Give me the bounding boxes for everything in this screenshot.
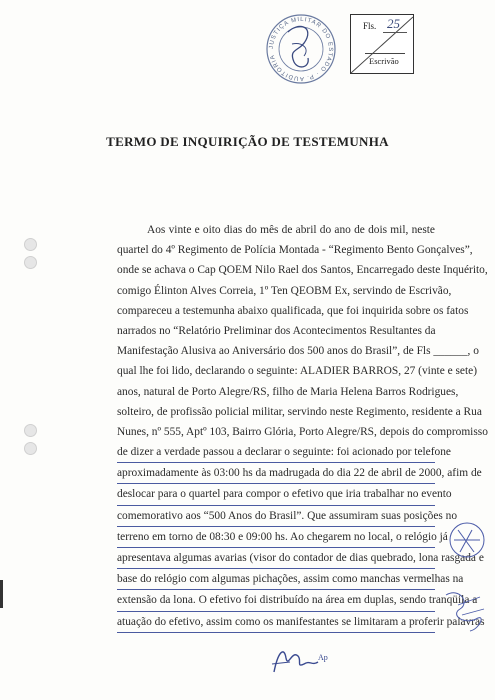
body-line: qual lhe foi lido, declarando o seguinte: ALADIER BARROS, 27 (vinte e sete): [117, 365, 478, 378]
body-line-underlined: terreno em torno de 08:30 e 09:00 hs. Ao chegarem no local, o relógio já: [117, 527, 435, 548]
body-line: solteiro, de profissão policial militar, servindo neste Regimento, residente a Rua: [117, 405, 482, 418]
margin-annotation: [440, 585, 492, 635]
body-line-underlined: base do relógio com algumas pichações, assim como manchas vermelhas na: [117, 569, 435, 590]
body-line-underlined: deslocar para o quartel para compor o efetivo que iria trabalhar no evento: [117, 484, 435, 505]
punch-hole: [24, 238, 37, 251]
body-line-underlined: extensão da lona. O efetivo foi distribuído na área em duplas, sendo tranqüila a: [117, 590, 435, 611]
testimony-body: [117, 220, 488, 633]
signature-line: [365, 53, 405, 54]
body-line-underlined: de dizer a verdade passou a declarar o seguinte: foi acionado por telefone: [117, 442, 435, 463]
body-line: narrados no “Relatório Preliminar dos Acontecimentos Resultantes da: [117, 324, 436, 337]
body-line-underlined: comemorativo aos “500 Anos do Brasil”. Que assumiram suas posições no: [117, 506, 435, 527]
body-line: Nunes, nº 555, Aptº 103, Bairro Glória, Porto Alegre/RS, depois do compromisso: [117, 425, 488, 438]
edge-mark: [0, 580, 3, 608]
svg-text:JUSTIÇA MILITAR DO ESTADO · P.: JUSTIÇA MILITAR DO ESTADO · P. AUDITORIA: [268, 16, 334, 82]
punch-hole: [24, 424, 37, 437]
body-line: compareceu a testemunha abaixo qualificada, que foi inquirida sobre os fatos: [117, 304, 469, 317]
body-line: onde se achava o Cap QOEM Nilo Rael dos Santos, Encarregado deste Inquérito,: [117, 264, 488, 277]
page-number-box: [350, 14, 414, 74]
document-title: TERMO DE INQUIRIÇÃO DE TESTEMUNHA: [106, 134, 389, 149]
fls-underline: [383, 32, 407, 33]
fls-label: Fls.: [363, 21, 377, 31]
body-line: comigo Élinton Alves Correia, 1º Ten QEOBM Ex, servindo de Escrivão,: [117, 284, 452, 297]
body-line: anos, natural de Porto Alegre/RS, filho de Maria Helena Barros Rodrigues,: [117, 385, 459, 398]
body-line: Manifestação Alusiva ao Aniversário dos 500 anos do Brasil”, de Fls ______, o: [117, 345, 479, 358]
signature: [268, 642, 338, 678]
escrivao-label: Escrivão: [369, 56, 399, 66]
body-line-underlined: aproximadamente às 03:00 hs da madrugada do dia 22 de abril de 2000, afim de: [117, 463, 435, 484]
punch-hole: [24, 256, 37, 269]
court-stamp: [258, 12, 344, 86]
body-line: quartel do 4º Regimento de Polícia Montada - “Regimento Bento Gonçalves”,: [117, 244, 473, 257]
body-line-underlined: atuação do efetivo, assim como os manifestantes se limitaram a proferir palavras: [117, 612, 435, 633]
fls-number: 25: [387, 16, 400, 31]
body-line: Aos vinte e oito dias do mês de abril do ano de dois mil, neste: [147, 224, 435, 236]
svg-text:Ap: Ap: [318, 653, 328, 662]
body-line-underlined: apresentava algumas avarias (visor do contador de dias quebrado, lona rasgada e: [117, 548, 435, 569]
punch-hole: [24, 442, 37, 455]
margin-annotation: [444, 518, 490, 562]
